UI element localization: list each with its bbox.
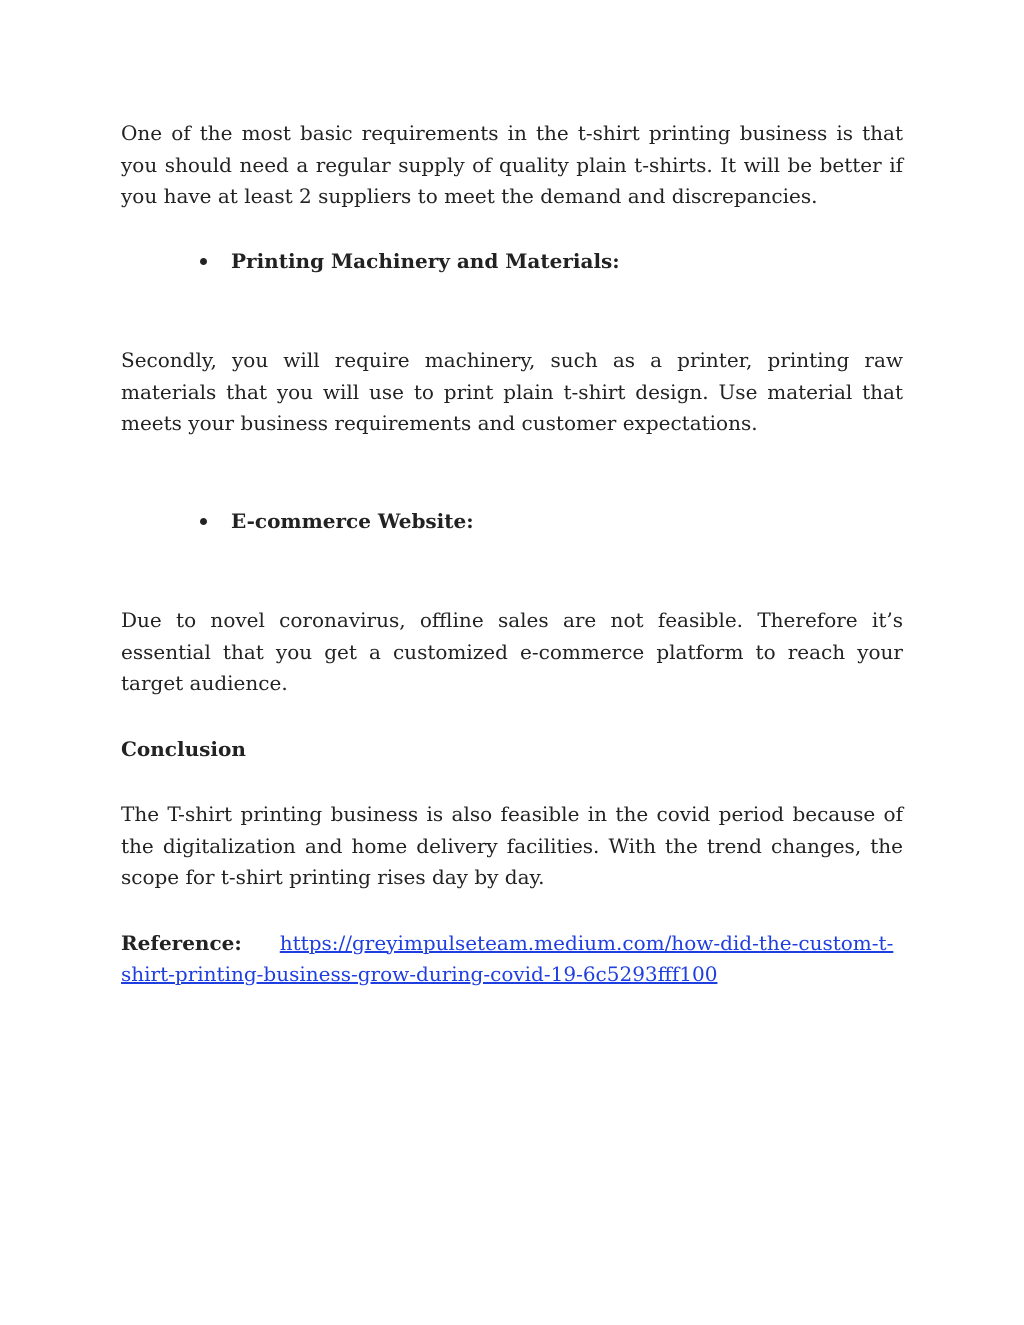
conclusion-heading: Conclusion — [121, 736, 246, 761]
bullet-dot-icon — [200, 258, 207, 265]
bullet-ecommerce-website-label: E-commerce Website: — [231, 508, 474, 533]
reference-label: Reference: — [121, 930, 242, 955]
document-page — [121, 118, 903, 991]
intro-paragraph: One of the most basic requirements in the t-shirt printing business is that you should need a regular supply of quality plain t-shirts. It will be better if you have at least 2 suppliers to meet the demand and discrepancies. — [121, 121, 903, 208]
machinery-paragraph: Secondly, you will require machinery, such as a printer, printing raw materials that you will use to print plain t-shirt design. Use material that meets your business requirements and customer expectations. — [121, 348, 903, 435]
bullet-dot-icon — [200, 518, 207, 525]
bullet-printing-machinery-label: Printing Machinery and Materials: — [231, 248, 620, 273]
conclusion-paragraph: The T-shirt printing business is also feasible in the covid period because of the digitalization and home delivery facilities. With the trend changes, the scope for t-shirt printing rises day by day. — [121, 802, 903, 889]
ecommerce-paragraph: Due to novel coronavirus, offline sales are not feasible. Therefore it’s essential that you get a customized e-commerce platform to reach your target audience. — [121, 608, 903, 695]
bullet-printing-machinery — [200, 246, 903, 278]
bullet-ecommerce-website — [200, 506, 903, 538]
reference-line — [121, 928, 903, 991]
reference-link[interactable]: https://greyimpulseteam.medium.com/how-did-the-custom-t-shirt-printing-business-grow-during-covid-19-6c5293fff100 — [121, 930, 894, 986]
